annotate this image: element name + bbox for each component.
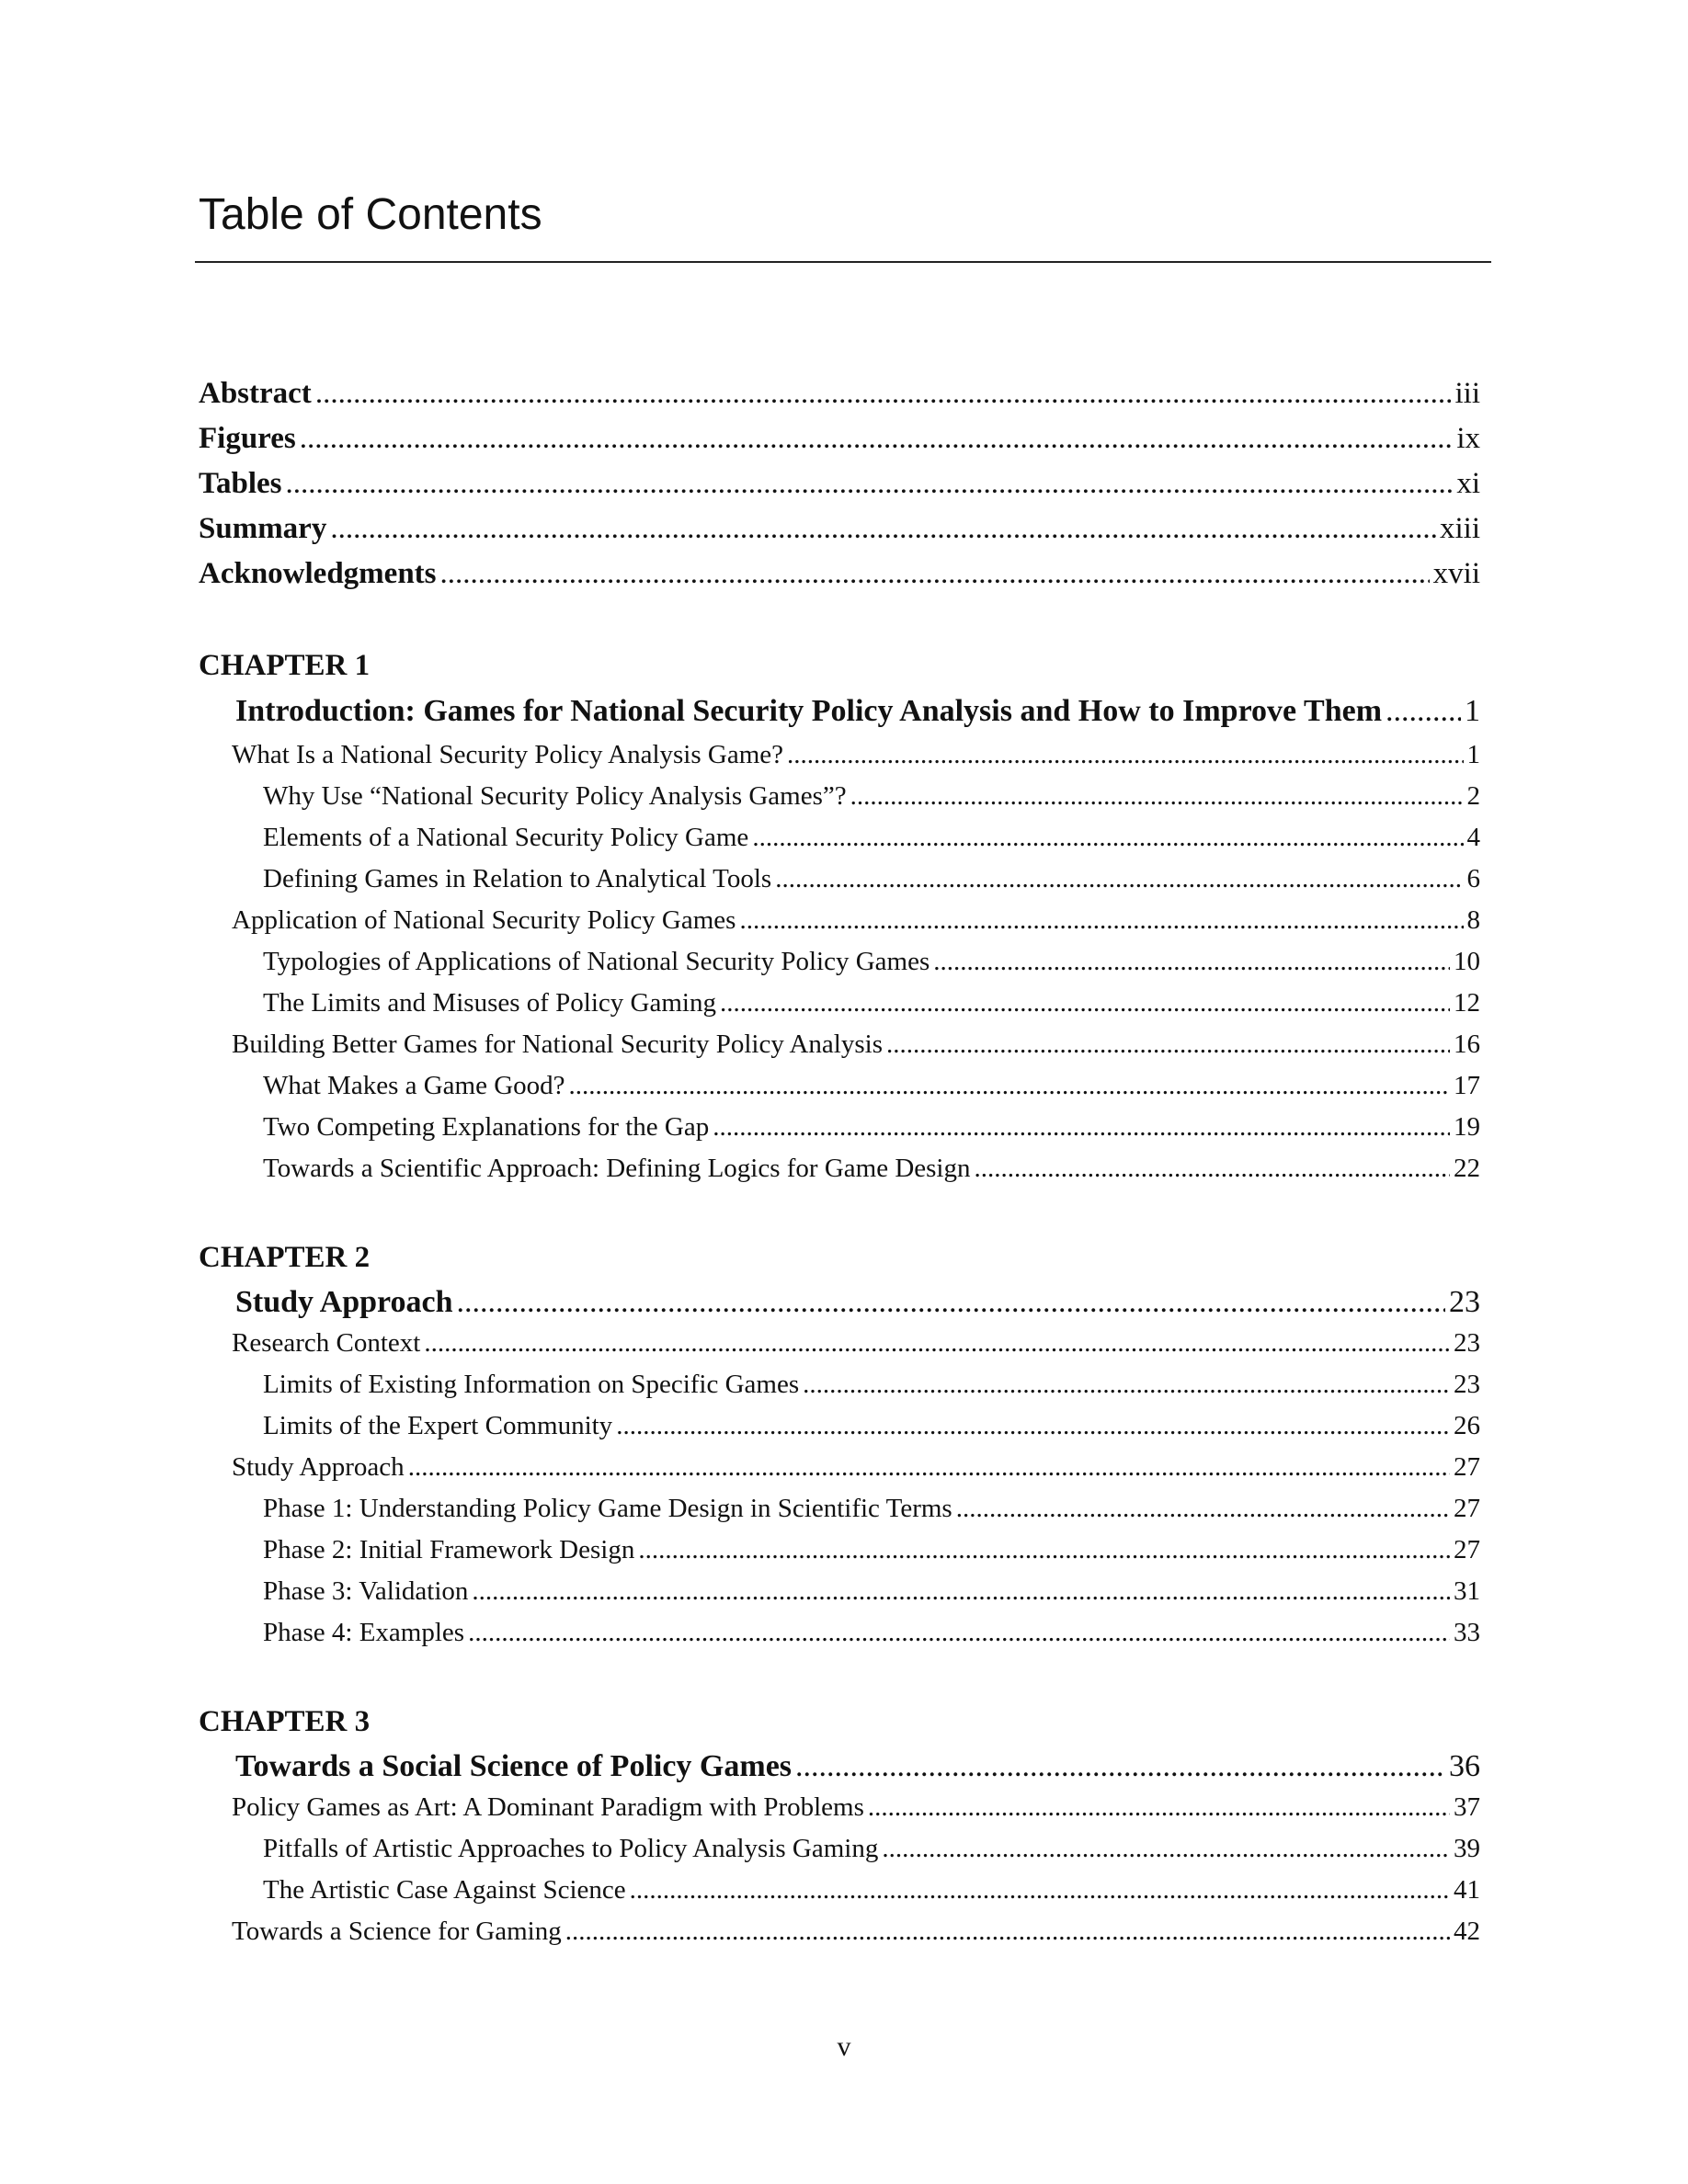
dot-leader [616,1411,1450,1441]
toc-section[interactable] [232,1029,1480,1063]
toc-entry-label: Building Better Games for National Security Policy Analysis [232,1029,883,1059]
dot-leader [315,377,1452,411]
dot-leader [468,1618,1450,1648]
toc-entry-label: Abstract [199,377,312,410]
toc-entry-page: 39 [1454,1834,1480,1863]
toc-entry-label: Figures [199,422,296,455]
dot-leader [286,467,1454,501]
dot-leader [739,905,1463,936]
toc-entry-acknowledgments[interactable] [199,557,1480,594]
toc-entry-label: Study Approach [235,1285,453,1319]
dot-leader [803,1370,1450,1400]
toc-subsection[interactable] [263,1112,1480,1145]
chapter-heading: CHAPTER 1 [199,649,371,682]
toc-section[interactable] [232,1452,1480,1485]
toc-entry-abstract[interactable] [199,377,1480,414]
toc-entry-label: Policy Games as Art: A Dominant Paradigm with Problems [232,1792,864,1822]
dot-leader [787,740,1464,770]
dot-leader [565,1917,1450,1947]
toc-entry-page: xvii [1432,557,1480,590]
toc-entry-label: Summary [199,512,327,545]
toc-entry-label: Phase 4: Examples [263,1618,465,1647]
dot-leader [472,1576,1450,1607]
toc-entry-page: 6 [1466,864,1480,893]
toc-subsection[interactable] [263,1071,1480,1104]
toc-entry-page: 19 [1454,1112,1480,1142]
toc-subsection[interactable] [263,1411,1480,1444]
toc-entry-label: Typologies of Applications of National Security Policy Games [263,947,930,976]
toc-entry-figures[interactable] [199,422,1480,459]
toc-entry-label: Phase 2: Initial Framework Design [263,1535,635,1564]
toc-entry-page: 12 [1454,988,1480,1018]
toc-entry-page: 17 [1454,1071,1480,1100]
toc-subsection[interactable] [263,988,1480,1021]
toc-chapter-title[interactable] [235,1749,1480,1786]
toc-entry-page: xiii [1439,512,1480,545]
toc-entry-label: Limits of Existing Information on Specific Games [263,1370,800,1399]
dot-leader [795,1749,1445,1784]
dot-leader [630,1875,1450,1905]
toc-entry-label: Two Competing Explanations for the Gap [263,1112,710,1142]
toc-entry-label: Towards a Social Science of Policy Games [235,1749,793,1783]
dot-leader [424,1328,1450,1359]
toc-entry-label: The Limits and Misuses of Policy Gaming [263,988,716,1018]
toc-subsection[interactable] [263,1618,1480,1651]
toc-entry-page: 2 [1466,781,1480,811]
toc-subsection[interactable] [263,823,1480,856]
toc-subsection[interactable] [263,1875,1480,1908]
toc-subsection[interactable] [263,864,1480,897]
title-divider [195,261,1491,263]
toc-section[interactable] [232,740,1480,773]
dot-leader [569,1071,1450,1101]
toc-entry-page: 37 [1454,1792,1480,1822]
dot-leader [775,864,1463,894]
toc-subsection[interactable] [263,1154,1480,1187]
toc-section[interactable] [232,1917,1480,1950]
dot-leader [408,1452,1450,1483]
dot-leader [868,1792,1450,1823]
toc-entry-page: 41 [1454,1875,1480,1905]
toc-entry-page: 23 [1449,1285,1480,1319]
toc-entry-summary[interactable] [199,512,1480,549]
chapter-heading: CHAPTER 2 [199,1241,371,1274]
toc-subsection[interactable] [263,781,1480,814]
dot-leader [850,781,1464,812]
toc-entry-label: Research Context [232,1328,421,1358]
toc-subsection[interactable] [263,1834,1480,1867]
toc-entry-page: 8 [1466,905,1480,935]
dot-leader [457,1285,1445,1320]
toc-entry-page: 27 [1454,1535,1480,1564]
toc-entry-label: The Artistic Case Against Science [263,1875,626,1905]
toc-entry-page: 22 [1454,1154,1480,1183]
toc-entry-label: What Makes a Game Good? [263,1071,565,1100]
toc-entry-label: Tables [199,467,282,500]
toc-entry-label: Towards a Science for Gaming [232,1917,562,1946]
toc-entry-page: ix [1456,422,1480,455]
toc-entry-label: Defining Games in Relation to Analytical Tools [263,864,772,893]
toc-entry-label: Towards a Scientific Approach: Defining Logics for Game Design [263,1154,971,1183]
toc-entry-page: 23 [1454,1328,1480,1358]
toc-section[interactable] [232,1328,1480,1361]
dot-leader [713,1112,1450,1143]
toc-entry-page: 31 [1454,1576,1480,1606]
dot-leader [974,1154,1450,1184]
page-number: v [837,2031,851,2062]
toc-entry-page: 33 [1454,1618,1480,1647]
toc-entry-label: Phase 3: Validation [263,1576,469,1606]
toc-entry-page: 4 [1466,823,1480,852]
toc-subsection[interactable] [263,947,1480,980]
toc-entry-page: 1 [1465,694,1480,728]
toc-entry-label: Pitfalls of Artistic Approaches to Policy Analysis Gaming [263,1834,879,1863]
toc-subsection[interactable] [263,1494,1480,1527]
dot-leader [440,557,1430,591]
toc-chapter-title[interactable] [235,1285,1480,1322]
toc-entry-page: 10 [1454,947,1480,976]
toc-section[interactable] [232,1792,1480,1826]
dot-leader [933,947,1450,977]
dot-leader [720,988,1450,1018]
toc-entry-label: Study Approach [232,1452,405,1482]
toc-entry-label: Application of National Security Policy Games [232,905,736,935]
toc-subsection[interactable] [263,1576,1480,1610]
toc-entry-page: 27 [1454,1452,1480,1482]
toc-section[interactable] [232,905,1480,938]
toc-chapter-title[interactable] [235,694,1480,731]
toc-entry-label: Limits of the Expert Community [263,1411,613,1440]
dot-leader [1386,694,1461,729]
toc-entry-page: 23 [1454,1370,1480,1399]
toc-entry-label: Introduction: Games for National Security Policy Analysis and How to Improve Them [235,694,1383,728]
toc-entry-label: Phase 1: Understanding Policy Game Design in Scientific Terms [263,1494,952,1523]
toc-entry-page: 36 [1449,1749,1480,1783]
toc-entry-page: 26 [1454,1411,1480,1440]
dot-leader [956,1494,1450,1524]
toc-entry-page: xi [1456,467,1480,500]
toc-entry-label: Acknowledgments [199,557,437,590]
toc-entry-page: 16 [1454,1029,1480,1059]
toc-entry-label: Elements of a National Security Policy Game [263,823,749,852]
toc-entry-page: iii [1454,377,1480,410]
toc-subsection[interactable] [263,1535,1480,1568]
page-title: Table of Contents [199,190,542,239]
toc-entry-page: 1 [1466,740,1480,769]
toc-subsection[interactable] [263,1370,1480,1403]
toc-entry-page: 42 [1454,1917,1480,1946]
dot-leader [638,1535,1450,1565]
dot-leader [882,1834,1450,1864]
chapter-heading: CHAPTER 3 [199,1705,371,1738]
dot-leader [330,512,1436,546]
dot-leader [752,823,1463,853]
dot-leader [300,422,1454,456]
dot-leader [886,1029,1450,1060]
toc-entry-page: 27 [1454,1494,1480,1523]
toc-entry-tables[interactable] [199,467,1480,504]
toc-entry-label: What Is a National Security Policy Analysis Game? [232,740,783,769]
toc-entry-label: Why Use “National Security Policy Analysis Games”? [263,781,847,811]
